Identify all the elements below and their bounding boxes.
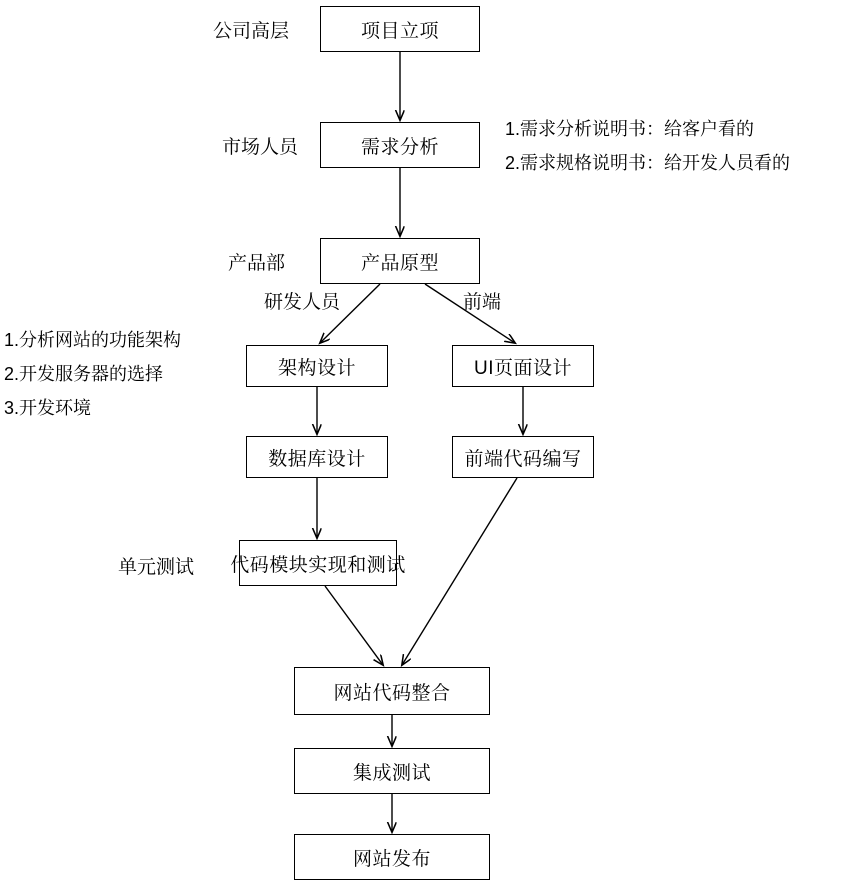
node-project-init[interactable]: 项目立项	[320, 6, 480, 52]
node-architecture-design[interactable]: 架构设计	[246, 345, 388, 387]
node-module-implementation-test[interactable]: 代码模块实现和测试	[239, 540, 397, 586]
role-label-marketing: 市场人员	[222, 137, 299, 158]
node-ui-design[interactable]: UI页面设计	[452, 345, 594, 387]
note-requirements-line-2: 2.需求规格说明书：给开发人员看的	[505, 153, 791, 173]
note-requirements	[505, 112, 790, 180]
edge-frontend-to-integrate	[402, 478, 517, 665]
role-label-executives: 公司高层	[213, 21, 290, 42]
role-label-unit-test: 单元测试	[118, 557, 195, 578]
node-website-release[interactable]: 网站发布	[294, 834, 490, 880]
note-architecture-line-1: 1.分析网站的功能架构	[4, 330, 182, 350]
node-product-prototype[interactable]: 产品原型	[320, 238, 480, 284]
note-architecture-line-2: 2.开发服务器的选择	[4, 364, 164, 384]
role-label-product-dept: 产品部	[228, 253, 286, 274]
node-requirement-analysis[interactable]: 需求分析	[320, 122, 480, 168]
role-label-frontend: 前端	[463, 292, 502, 313]
node-code-integration[interactable]: 网站代码整合	[294, 667, 490, 715]
note-architecture	[4, 323, 181, 425]
note-architecture-line-3: 3.开发环境	[4, 398, 92, 418]
edge-moduletest-to-integrate	[325, 586, 383, 665]
node-database-design[interactable]: 数据库设计	[246, 436, 388, 478]
node-integration-test[interactable]: 集成测试	[294, 748, 490, 794]
note-requirements-line-1: 1.需求分析说明书：给客户看的	[505, 119, 755, 139]
role-label-developers: 研发人员	[264, 292, 341, 313]
node-frontend-coding[interactable]: 前端代码编写	[452, 436, 594, 478]
